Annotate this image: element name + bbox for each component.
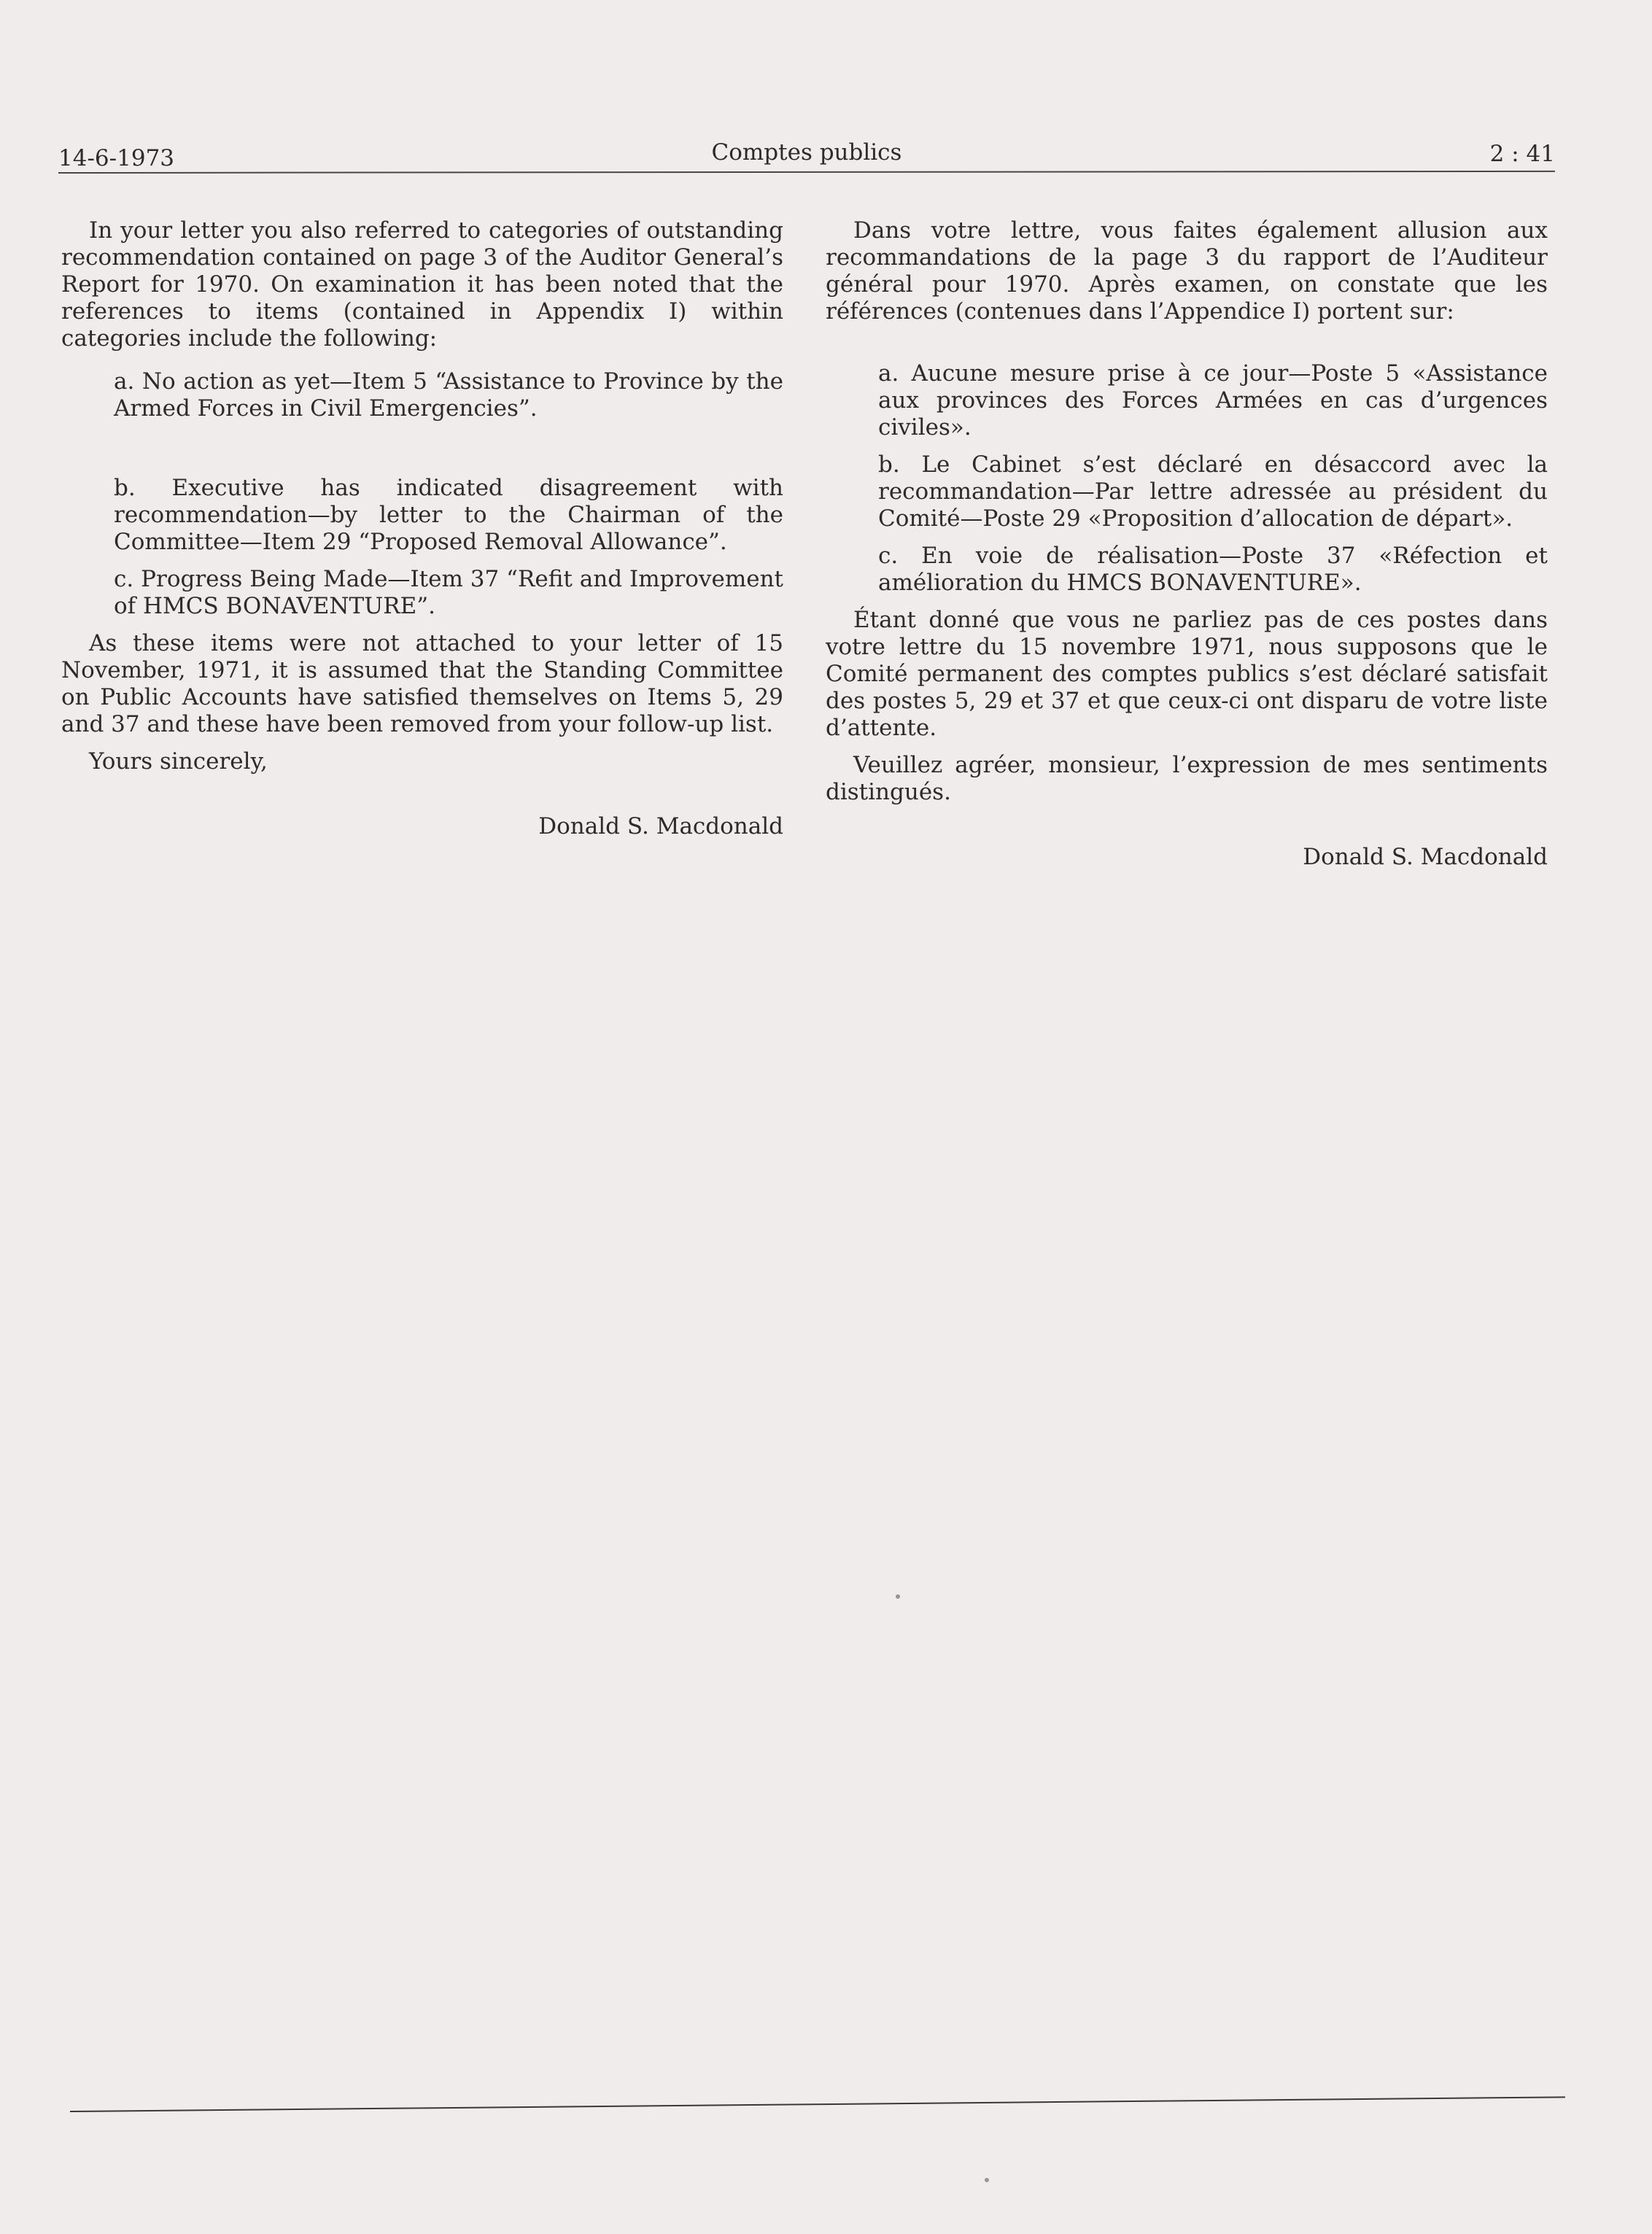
french-column bbox=[826, 217, 1548, 881]
english-item-b: b. Executive has indicated disagreement with recommendation—by letter to the Chairman of the Committee—Item 29 “Proposed Removal Allowance”. bbox=[114, 475, 783, 555]
english-item-a: a. No action as yet—Item 5 “Assistance to Province by the Armed Forces in Civil Emergencies”. bbox=[114, 368, 783, 422]
header-rule bbox=[58, 171, 1555, 174]
french-item-c: c. En voie de réalisation—Poste 37 «Réfection et amélioration du HMCS BONAVENTURE». bbox=[878, 543, 1548, 596]
english-item-c: c. Progress Being Made—Item 37 “Refit and Improvement of HMCS BONAVENTURE”. bbox=[114, 566, 783, 619]
english-column bbox=[61, 217, 783, 850]
paper-speck bbox=[985, 2178, 989, 2182]
french-item-a: a. Aucune mesure prise à ce jour—Poste 5 «Assistance aux provinces des Forces Armées en cas d’urgences civiles». bbox=[878, 360, 1548, 441]
french-conclusion: Étant donné que vous ne parliez pas de ces postes dans votre lettre du 15 novembre 1971, nous supposons que le Comité permanent des comptes publics s’est déclaré satisfait des postes 5, 29 et 37 et que ceux-ci ont disparu de votre liste d’attente. bbox=[826, 607, 1548, 741]
french-closing: Veuillez agréer, monsieur, l’expression de mes sentiments distingués. bbox=[826, 752, 1548, 805]
header-title: Comptes publics bbox=[711, 139, 902, 166]
french-intro: Dans votre lettre, vous faites également allusion aux recommandations de la page 3 du rapport de l’Auditeur général pour 1970. Après examen, on constate que les références (contenues dans l’Appendice I) portent sur: bbox=[826, 217, 1548, 325]
footer-rule bbox=[70, 2096, 1565, 2112]
english-closing: Yours sincerely, bbox=[89, 748, 268, 775]
english-intro: In your letter you also referred to categories of outstanding recommendation contained on page 3 of the Auditor General’s Report for 1970. On examination it has been noted that the references to items (contained in Appendix I) within categories include the following: bbox=[61, 217, 783, 352]
page-header bbox=[58, 137, 1555, 171]
french-item-b: b. Le Cabinet s’est déclaré en désaccord avec la recommandation—Par lettre adressée au président du Comité—Poste 29 «Proposition d’allocation de départ». bbox=[878, 451, 1548, 532]
header-page-number: 2 : 41 bbox=[1489, 141, 1555, 167]
english-signature: Donald S. Macdonald bbox=[538, 813, 783, 839]
french-signature: Donald S. Macdonald bbox=[1303, 844, 1548, 870]
paper-speck bbox=[896, 1594, 900, 1599]
english-conclusion: As these items were not attached to your letter of 15 November, 1971, it is assumed that the Standing Committee on Public Accounts have satisfied themselves on Items 5, 29 and 37 and these have been removed from your follow-up list. bbox=[61, 630, 783, 737]
header-date: 14-6-1973 bbox=[58, 145, 175, 171]
